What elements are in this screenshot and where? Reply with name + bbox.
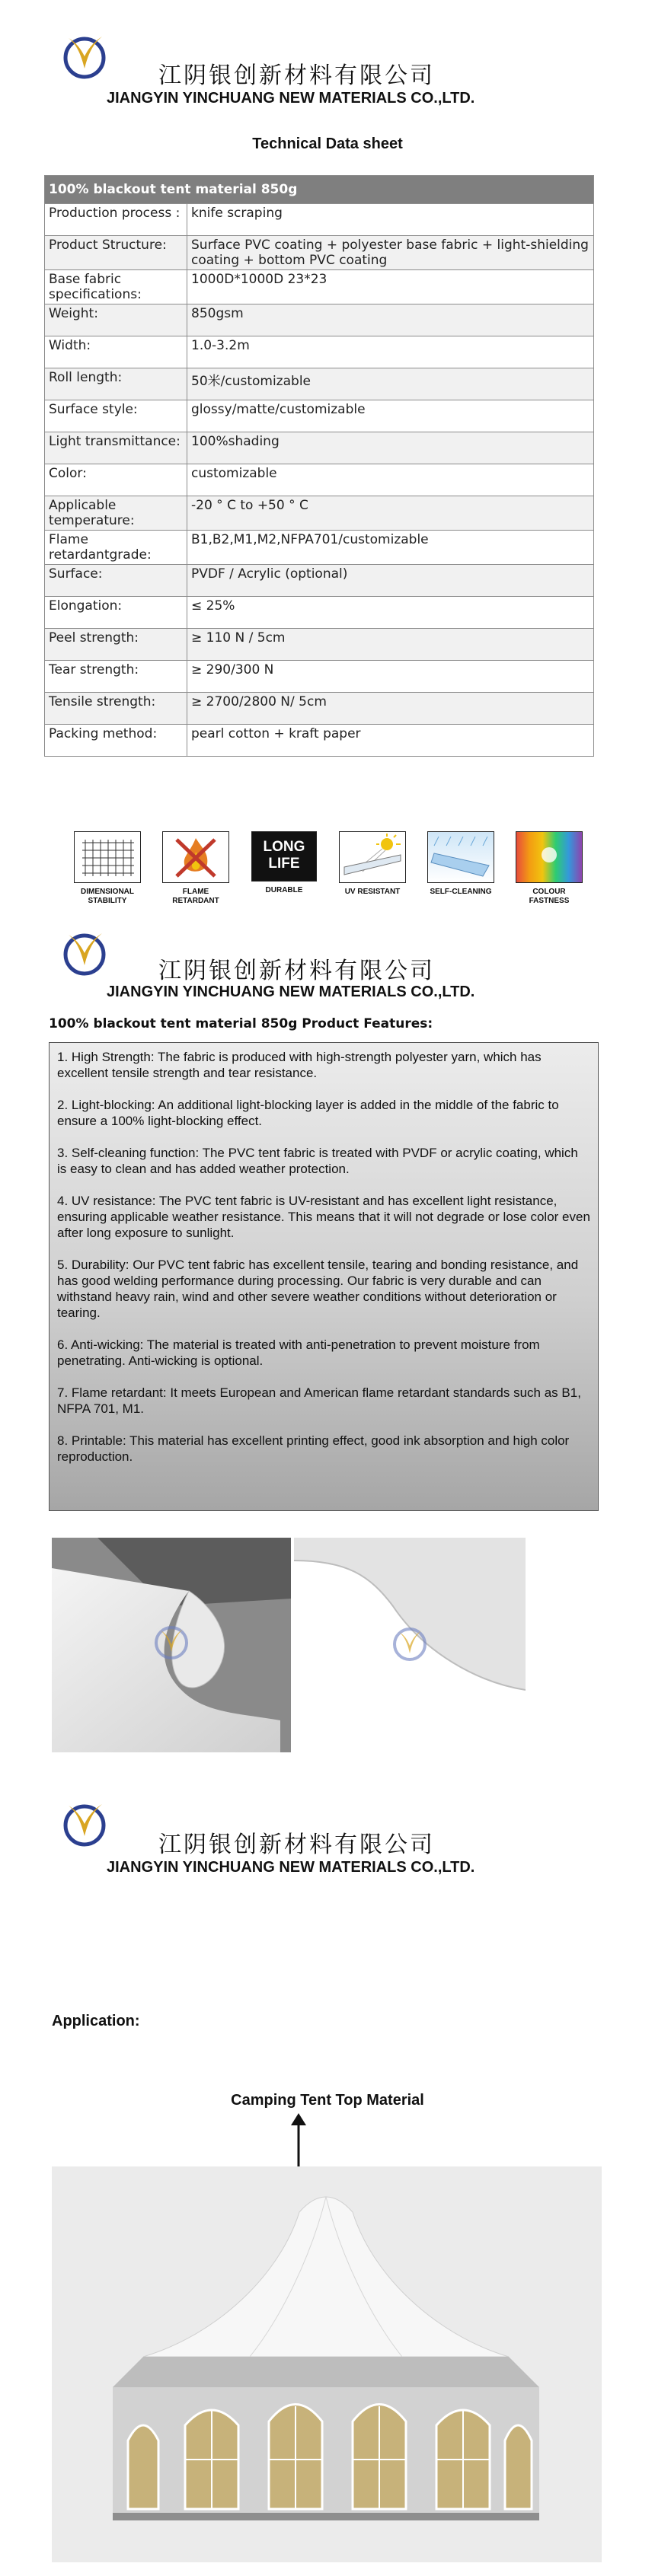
company-name-cn: 江阴银创新材料有限公司 [158, 62, 435, 89]
spec-key: Surface: [45, 565, 187, 597]
company-name-cn: 江阴银创新材料有限公司 [158, 958, 435, 984]
table-row [45, 661, 594, 693]
table-row [45, 565, 594, 597]
table-row [45, 432, 594, 464]
spec-key: Product Structure: [45, 236, 187, 270]
sheet-title: Technical Data sheet [252, 135, 403, 152]
spec-value: 1000D*1000D 23*23 [187, 270, 594, 304]
spec-value: 50米/customizable [187, 368, 594, 400]
feature-item: 6. Anti-wicking: The material is treated with anti-penetration to prevent moisture from penetrating. Anti-wicking is optional. [57, 1337, 540, 1368]
table-row [45, 725, 594, 757]
feature-item: 5. Durability: Our PVC tent fabric has excellent tensile, tearing and bonding resistance, and has good welding performance during processing. Our fabric is very durable and can withstand heavy rain, wind and other severe weather conditions without deterioration or tearing. [57, 1258, 579, 1320]
icon-cell [427, 831, 495, 897]
company-logo [58, 926, 111, 979]
company-name-en: JIANGYIN YINCHUANG NEW MATERIALS CO.,LTD. [107, 984, 475, 1000]
tent-photo [52, 2166, 602, 2562]
spec-key: Production process : [45, 204, 187, 236]
icon-cell [250, 831, 318, 895]
fabric-photo-left [52, 1538, 291, 1752]
spec-value: ≤ 25% [187, 597, 594, 629]
company-logo [58, 1797, 111, 1850]
icon-label: UV RESISTANT [344, 888, 401, 896]
spec-value: customizable [187, 464, 594, 496]
icon-label: SELF-CLEANING [430, 888, 492, 896]
spec-key: Elongation: [45, 597, 187, 629]
icon-label: COLOUR FASTNESS [529, 888, 570, 905]
spec-value: ≥ 110 N / 5cm [187, 629, 594, 661]
sun-icon [339, 831, 406, 883]
features-box [49, 1042, 599, 1511]
spec-key: Peel strength: [45, 629, 187, 661]
spec-value: B1,B2,M1,M2,NFPA701/customizable [187, 531, 594, 565]
spec-table [44, 175, 594, 757]
icon-label: DIMENSIONAL STABILITY [81, 888, 134, 905]
table-row [45, 400, 594, 432]
company-logo [58, 29, 111, 82]
icon-label: FLAME RETARDANT [172, 888, 219, 905]
spec-value: 100%shading [187, 432, 594, 464]
features-title: 100% blackout tent material 850g Product Features: [49, 1016, 433, 1031]
icon-cell [73, 831, 142, 906]
spec-key: Weight: [45, 304, 187, 336]
feature-item: 3. Self-cleaning function: The PVC tent fabric is treated with PVDF or acrylic coating, which is easy to clean and has added weather protection. [57, 1146, 578, 1176]
icon-label: DURABLE [265, 886, 303, 894]
table-row [45, 368, 594, 400]
spec-value: 1.0-3.2m [187, 336, 594, 368]
table-row [45, 464, 594, 496]
feature-item: 1. High Strength: The fabric is produced with high-strength polyester yarn, which has excellent tensile strength and tear resistance. [57, 1050, 542, 1080]
spec-key: Tear strength: [45, 661, 187, 693]
rain-icon [427, 831, 494, 883]
spec-key: Packing method: [45, 725, 187, 757]
table-row [45, 597, 594, 629]
feature-icons-row [73, 831, 591, 915]
spec-key: Tensile strength: [45, 693, 187, 725]
spec-key: Color: [45, 464, 187, 496]
table-row [45, 236, 594, 270]
application-caption: Camping Tent Top Material [231, 2092, 424, 2109]
table-row [45, 204, 594, 236]
spec-value: pearl cotton + kraft paper [187, 725, 594, 757]
company-name-en: JIANGYIN YINCHUANG NEW MATERIALS CO.,LTD. [107, 90, 475, 107]
table-row [45, 693, 594, 725]
spec-value: ≥ 290/300 N [187, 661, 594, 693]
spec-key: Flame retardantgrade: [45, 531, 187, 565]
table-row [45, 496, 594, 531]
long-life-icon [251, 831, 317, 882]
spec-value: glossy/matte/customizable [187, 400, 594, 432]
table-row [45, 336, 594, 368]
table-row [45, 304, 594, 336]
spec-value: PVDF / Acrylic (optional) [187, 565, 594, 597]
table-row [45, 629, 594, 661]
feature-item: 2. Light-blocking: An additional light-blocking layer is added in the middle of the fabric to ensure a 100% light-blocking effect. [57, 1098, 559, 1128]
long-life-badge: LONG LIFE [263, 839, 305, 872]
feature-item: 7. Flame retardant: It meets European and American flame retardant standards such as B1, NFPA 701, M1. [57, 1385, 581, 1416]
spec-value: Surface PVC coating + polyester base fabric + light-shielding coating + bottom PVC coating [187, 236, 594, 270]
spec-key: Roll length: [45, 368, 187, 400]
spec-value: knife scraping [187, 204, 594, 236]
icon-cell [338, 831, 407, 897]
spec-key: Light transmittance: [45, 432, 187, 464]
spec-value: 850gsm [187, 304, 594, 336]
spec-value: ≥ 2700/2800 N/ 5cm [187, 693, 594, 725]
icon-cell [515, 831, 583, 906]
feature-item: 8. Printable: This material has excellent printing effect, good ink absorption and high color reproduction. [57, 1433, 570, 1464]
fabric-photo-right [294, 1538, 526, 1752]
rainbow-icon [516, 831, 583, 883]
application-title: Application: [52, 2013, 140, 2029]
icon-cell [161, 831, 230, 906]
grid-icon [74, 831, 141, 883]
spec-value: -20 ° C to +50 ° C [187, 496, 594, 531]
spec-key: Base fabric specifications: [45, 270, 187, 304]
company-name-en: JIANGYIN YINCHUANG NEW MATERIALS CO.,LTD. [107, 1859, 475, 1876]
feature-item: 4. UV resistance: The PVC tent fabric is UV-resistant and has excellent light resistance, ensuring applicable weather resistance. This means that it will not degrade or lose color even after long exposure to sunlight. [57, 1194, 590, 1240]
table-row [45, 531, 594, 565]
spec-key: Applicable temperature: [45, 496, 187, 531]
spec-key: Width: [45, 336, 187, 368]
spec-table-header: 100% blackout tent material 850g [45, 176, 594, 204]
spec-key: Surface style: [45, 400, 187, 432]
table-row [45, 270, 594, 304]
company-name-cn: 江阴银创新材料有限公司 [158, 1832, 435, 1858]
flame-icon [162, 831, 229, 883]
